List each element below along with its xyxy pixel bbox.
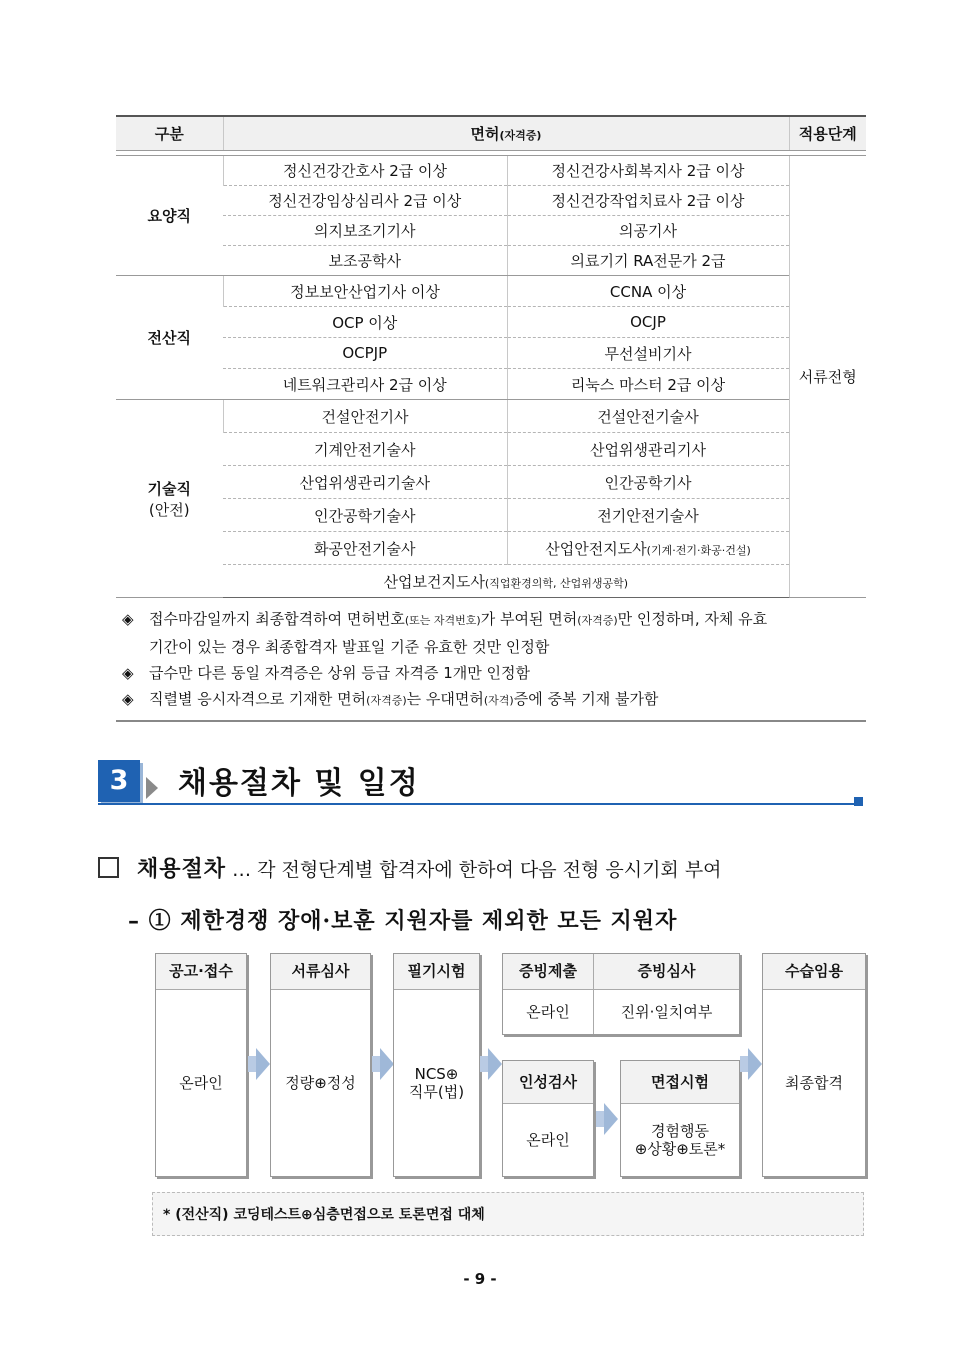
table-cell: CCNA 이상 (507, 276, 789, 307)
flow-step-interview: 면접시험 경험행동 ⊕상황⊕토론* (620, 1060, 740, 1177)
category-cell: 전산직 (116, 276, 223, 400)
header-category: 구분 (116, 116, 223, 151)
checkbox-square-icon (98, 857, 119, 878)
table-cell: 의지보조기기사 (223, 216, 507, 246)
table-cell: 화공안전기술사 (223, 532, 507, 565)
arrow-right-icon (488, 1048, 502, 1080)
note-item: ◈ 급수만 다른 동일 자격증은 상위 등급 자격증 1개만 인정함 (122, 660, 866, 686)
note-item: ◈ 접수마감일까지 최종합격하여 면허번호(또는 자격번호)가 부여된 면허(자격증)만 인정하며, 자체 유효 기간이 있는 경우 최종합격자 발표일 기준 유효한 것만 인정함 (122, 606, 866, 660)
divider (116, 720, 866, 722)
arrow-right-icon (256, 1048, 270, 1080)
table-cell: 무선설비기사 (507, 338, 789, 369)
header-license: 면허(자격증) (223, 116, 789, 151)
flow-step-application: 공고·접수 온라인 (155, 953, 247, 1177)
table-cell: 산업위생관리기사 (507, 433, 789, 466)
license-table (116, 115, 866, 598)
table-cell: 정보보안산업기사 이상 (223, 276, 507, 307)
diamond-bullet-icon: ◈ (122, 610, 134, 628)
table-cell: 의료기기 RA전문가 2급 (507, 246, 789, 276)
footnote: * (전산직) 코딩테스트⊕심층면접으로 토론면접 대체 (152, 1192, 864, 1236)
table-cell: 건설안전기사 (223, 400, 507, 433)
arrow-right-icon (604, 1103, 618, 1135)
table-cell: 인간공학기술사 (223, 499, 507, 532)
flow-step-document-review: 서류심사 정량⊕정성 (270, 953, 371, 1177)
table-cell: 산업위생관리기술사 (223, 466, 507, 499)
category-cell: 요양직 (116, 156, 223, 276)
flow-step-written-test: 필기시험 NCS⊕ 직무(법) (393, 953, 480, 1177)
table-cell: 네트워크관리사 2급 이상 (223, 369, 507, 400)
diamond-bullet-icon: ◈ (122, 690, 134, 708)
table-cell: 인간공학기사 (507, 466, 789, 499)
table-cell: OCJP (507, 307, 789, 338)
section-underline-end (854, 797, 863, 806)
section-underline (98, 803, 856, 805)
table-cell: 정신건강사회복지사 2급 이상 (507, 156, 789, 186)
flow-step-probation: 수습임용 최종합격 (762, 953, 866, 1177)
flow-step-evidence: 증빙제출 증빙심사 온라인 진위·일치여부 (502, 953, 740, 1035)
table-cell: OCP 이상 (223, 307, 507, 338)
table-cell: 의공기사 (507, 216, 789, 246)
table-cell: 정신건강간호사 2급 이상 (223, 156, 507, 186)
page-number: - 9 - (463, 1270, 497, 1288)
arrow-right-icon (380, 1048, 394, 1080)
table-cell: OCPJP (223, 338, 507, 369)
table-cell: 보조공학사 (223, 246, 507, 276)
table-cell: 산업안전지도사(기계·전기·화공·건설) (507, 532, 789, 565)
notes (122, 606, 866, 714)
table-cell: 건설안전기술사 (507, 400, 789, 433)
header-stage: 적용단계 (789, 116, 866, 151)
diamond-bullet-icon: ◈ (122, 664, 134, 682)
table-cell: 전기안전기술사 (507, 499, 789, 532)
table-cell: 산업보건지도사(직업환경의학, 산업위생공학) (223, 565, 789, 598)
table-cell: 기계안전기술사 (223, 433, 507, 466)
triangle-icon (146, 777, 158, 799)
procedure-heading: 채용절차 … 각 전형단계별 합격자에 한하여 다음 전형 응시기회 부여 (98, 852, 722, 883)
category-cell: 기술직 (안전) (116, 400, 223, 598)
table-cell: 리눅스 마스터 2급 이상 (507, 369, 789, 400)
arrow-right-icon (748, 1048, 762, 1080)
note-item: ◈ 직렬별 응시자격으로 기재한 면허(자격증)는 우대면허(자격)증에 중복 기재 불가함 (122, 686, 866, 714)
flow-step-personality-test: 인성검사 온라인 (502, 1060, 594, 1177)
table-cell: 정신건강임상심리사 2급 이상 (223, 186, 507, 216)
section-number: 3 (98, 760, 140, 802)
procedure-subtitle: – ① 제한경쟁 장애·보훈 지원자를 제외한 모든 지원자 (128, 908, 678, 934)
table-cell: 정신건강작업치료사 2급 이상 (507, 186, 789, 216)
section-title: 채용절차 및 일정 (178, 766, 420, 801)
stage-cell: 서류전형 (789, 156, 866, 598)
